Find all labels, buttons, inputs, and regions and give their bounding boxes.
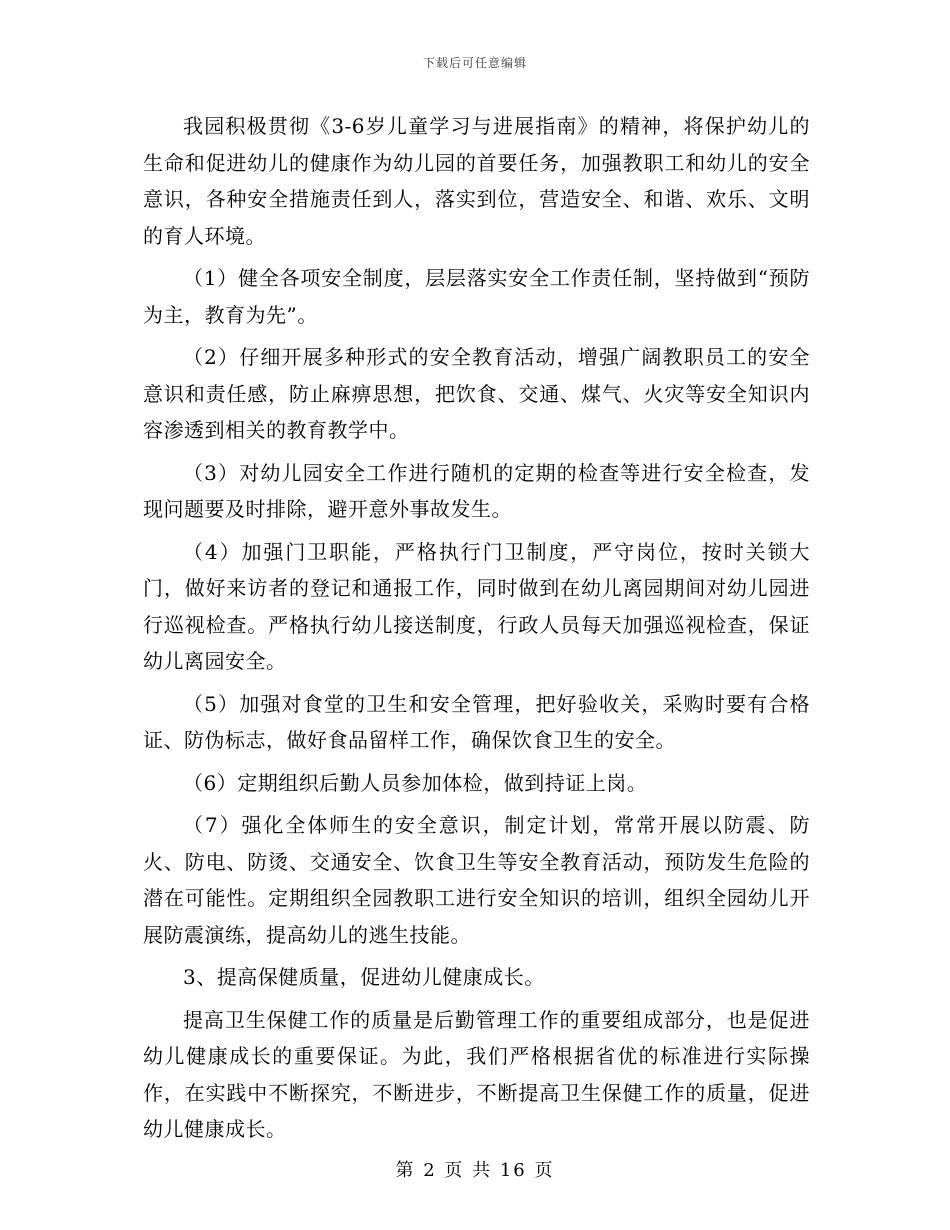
page-header: 下载后可任意编辑 <box>422 56 527 70</box>
paragraph-item-1: （1）健全各项安全制度，层层落实安全工作责任制，坚持做到“预防为主，教育为先”。 <box>143 266 810 327</box>
paragraph-item-5: （5）加强对食堂的卫生和安全管理，把好验收关，采购时要有合格证、防伪标志，做好食品留样工作，确保饮食卫生的安全。 <box>143 691 810 752</box>
section-heading: 3、提高保健质量，促进幼儿健康成长。 <box>183 965 545 989</box>
paragraph-intro: 我园积极贯彻《3-6岁儿童学习与进展指南》的精神，将保护幼儿的生命和促进幼儿的健康作为幼儿园的首要任务，加强教职工和幼儿的安全意识，各种安全措施责任到人，落实到位，营造安全、和谐、欢乐、文明的育人环境。 <box>143 114 810 248</box>
paragraph-item-6: （6）定期组织后勤人员参加体检，做到持证上岗。 <box>183 770 648 795</box>
paragraph-item-3: （3）对幼儿园安全工作进行随机的定期的检查等进行安全检查，发现问题要及时排除，避开意外事故发生。 <box>143 460 810 521</box>
page-number-footer: 第 2 页 共 16 页 <box>395 1160 555 1181</box>
paragraph-item-4: （4）加强门卫职能，严格执行门卫制度，严守岗位，按时关锁大门，做好来访者的登记和通报工作，同时做到在幼儿离园期间对幼儿园进行巡视检查。严格执行幼儿接送制度，行政人员每天加强巡视检查，保证幼儿离园安全。 <box>143 539 810 673</box>
paragraph-item-2: （2）仔细开展多种形式的安全教育活动，增强广阔教职员工的安全意识和责任感，防止麻痹思想，把饮食、交通、煤气、火灾等安全知识内容渗透到相关的教育教学中。 <box>143 345 810 442</box>
document-body <box>143 108 810 1154</box>
paragraph-health: 提高卫生保健工作的质量是后勤管理工作的重要组成部分，也是促进幼儿健康成长的重要保证。为此，我们严格根据省优的标准进行实际操作，在实践中不断探究，不断进步，不断提高卫生保健工作的质量，促进幼儿健康成长。 <box>143 1007 810 1141</box>
paragraph-item-7: （7）强化全体师生的安全意识，制定计划，常常开展以防震、防火、防电、防烫、交通安全、饮食卫生等安全教育活动，预防发生危险的潜在可能性。定期组织全园教职工进行安全知识的培训，组织全园幼儿开展防震演练，提高幼儿的逃生技能。 <box>143 813 810 947</box>
